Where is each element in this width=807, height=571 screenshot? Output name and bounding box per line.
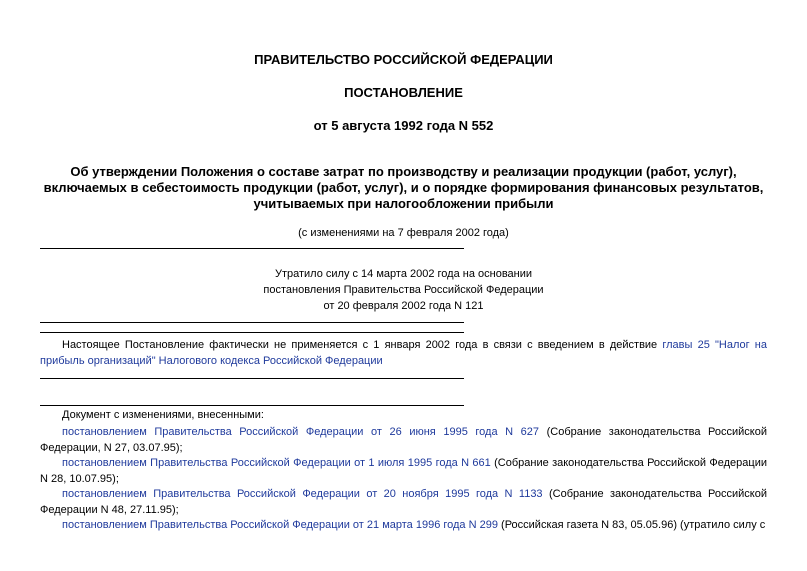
divider [40,332,464,333]
divider [40,248,464,249]
invalid-notice [40,266,767,314]
document-title: Об утверждении Положения о составе затрат по производству и реализации продукции (работ, услуг), включаемых в себестоимость продукции (работ, услуг), и о порядке формирования финансовых результатов, учитываемых при налогообложении прибыли [43,164,764,211]
change-item [40,486,767,518]
change-item-source: (Российская газета N 83, 05.05.96) (утратило силу с [497,519,766,531]
change-item-link[interactable]: постановлением Правительства Российской Федерации от 1 июля 1995 года N 661 [62,457,491,469]
change-item-link[interactable]: постановлением Правительства Российской Федерации от 26 июня 1995 года N 627 [62,426,540,438]
document-date-number: от 5 августа 1992 года N 552 [313,118,494,133]
change-item [40,424,767,456]
invalid-notice-line: от 20 февраля 2002 года N 121 [323,300,484,312]
divider [40,322,464,323]
change-item-link[interactable]: постановлением Правительства Российской Федерации от 20 ноября 1995 года N 1133 [62,488,543,500]
divider [40,378,464,379]
changes-intro: Документ с изменениями, внесенными: [62,409,264,421]
amendment-note: (с изменениями на 7 февраля 2002 года) [298,227,509,239]
change-item-link[interactable]: постановлением Правительства Российской Федерации от 21 марта 1996 года N 299 [62,519,498,531]
change-item-source: (Собрание законодательства Российской Федерации, N 27, 03.07.95); [40,426,767,454]
change-item-source: (Собрание законодательства Российской Федерации N 48, 27.11.95); [40,488,767,516]
document-type-heading: ПОСТАНОВЛЕНИЕ [344,85,463,100]
divider [40,405,464,406]
change-item [40,517,767,533]
tax-code-chapter-link[interactable]: главы 25 "Налог на прибыль организаций" Налогового кодекса Российской Федерации [40,339,767,367]
not-applied-paragraph [40,337,767,369]
invalid-notice-line: Утратило силу с 14 марта 2002 года на основании [274,268,533,280]
change-item [40,455,767,487]
paragraph-text: Настоящее Постановление фактически не применяется с 1 января 2002 года в связи с введением в действие [62,339,663,351]
change-item-source: (Собрание законодательства Российской Федерации N 28, 10.07.95); [40,457,767,485]
invalid-notice-line: постановления Правительства Российской Федерации [263,284,544,296]
government-heading: ПРАВИТЕЛЬСТВО РОССИЙСКОЙ ФЕДЕРАЦИИ [254,52,553,67]
